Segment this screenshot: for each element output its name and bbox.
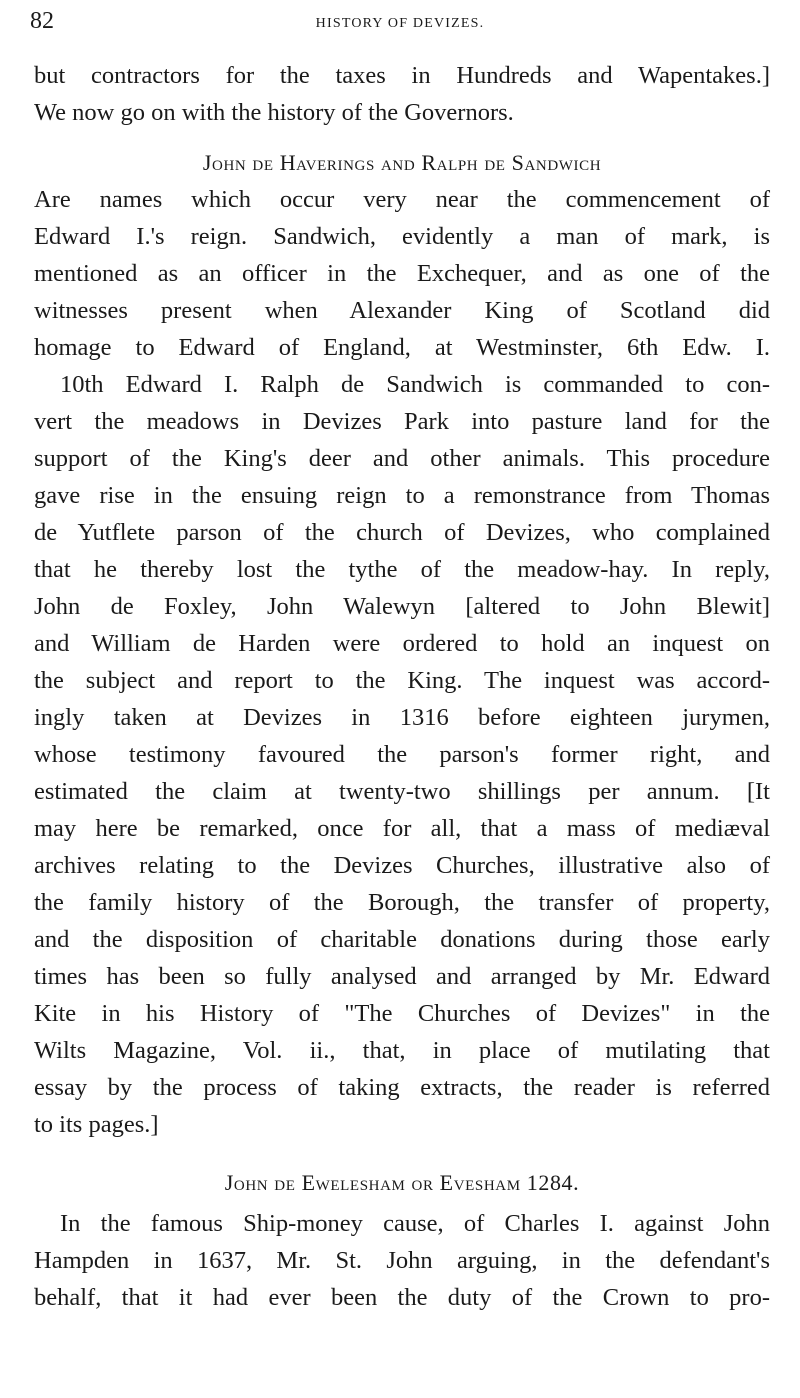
text-line: homage to Edward of England, at Westminster, 6th Edw. I. <box>34 334 770 361</box>
text-line: essay by the process of taking extracts, the reader is referred <box>34 1074 770 1101</box>
text-line: behalf, that it had ever been the duty of the Crown to pro- <box>34 1284 770 1311</box>
section-heading: John de Ewelesham or Evesham 1284. <box>224 1170 580 1195</box>
text-line: may here be remarked, once for all, that a mass of mediæval <box>34 815 770 842</box>
text-line: John de Foxley, John Walewyn [altered to John Blewit] <box>34 593 770 620</box>
text-line: de Yutflete parson of the church of Devizes, who complained <box>34 519 770 546</box>
text-line: vert the meadows in Devizes Park into pasture land for the <box>34 408 770 435</box>
paragraph <box>34 181 770 366</box>
text-line: but contractors for the taxes in Hundreds and Wapentakes.] <box>34 62 770 89</box>
text-line: the family history of the Borough, the transfer of property, <box>34 889 770 916</box>
text-line: witnesses present when Alexander King of Scotland did <box>34 297 770 324</box>
text-line: 10th Edward I. Ralph de Sandwich is commanded to con- <box>60 371 770 398</box>
text-line: and the disposition of charitable donations during those early <box>34 926 770 953</box>
text-line: mentioned as an officer in the Exchequer, and as one of the <box>34 260 770 287</box>
text-line: Kite in his History of "The Churches of Devizes" in the <box>34 1000 770 1027</box>
text-line: We now go on with the history of the Governors. <box>34 99 514 126</box>
text-line: archives relating to the Devizes Churches, illustrative also of <box>34 852 770 879</box>
running-title: HISTORY OF DEVIZES. <box>315 16 485 31</box>
paragraph <box>34 1205 770 1316</box>
text-line: Are names which occur very near the commencement of <box>34 186 770 213</box>
text-line: Edward I.'s reign. Sandwich, evidently a man of mark, is <box>34 223 770 250</box>
text-line: Wilts Magazine, Vol. ii., that, in place of mutilating that <box>34 1037 770 1064</box>
paragraph <box>34 366 770 1143</box>
text-line: support of the King's deer and other animals. This procedure <box>34 445 770 472</box>
text-line: Hampden in 1637, Mr. St. John arguing, in the defendant's <box>34 1247 770 1274</box>
text-line: to its pages.] <box>34 1111 159 1138</box>
text-line: and William de Harden were ordered to hold an inquest on <box>34 630 770 657</box>
running-head <box>30 8 770 42</box>
text-line: In the famous Ship-money cause, of Charles I. against John <box>60 1210 770 1237</box>
intro-paragraph <box>34 57 770 131</box>
page-number: 82 <box>30 8 54 34</box>
text-line: that he thereby lost the tythe of the meadow-hay. In reply, <box>34 556 770 583</box>
text-line: ingly taken at Devizes in 1316 before eighteen jurymen, <box>34 704 770 731</box>
section-heading: John de Haverings and Ralph de Sandwich <box>202 150 602 175</box>
page-body <box>34 57 770 1316</box>
text-line: whose testimony favoured the parson's former right, and <box>34 741 770 768</box>
text-line: the subject and report to the King. The inquest was accord- <box>34 667 770 694</box>
text-line: gave rise in the ensuing reign to a remonstrance from Thomas <box>34 482 770 509</box>
text-line: estimated the claim at twenty-two shillings per annum. [It <box>34 778 770 805</box>
text-line: times has been so fully analysed and arranged by Mr. Edward <box>34 963 770 990</box>
